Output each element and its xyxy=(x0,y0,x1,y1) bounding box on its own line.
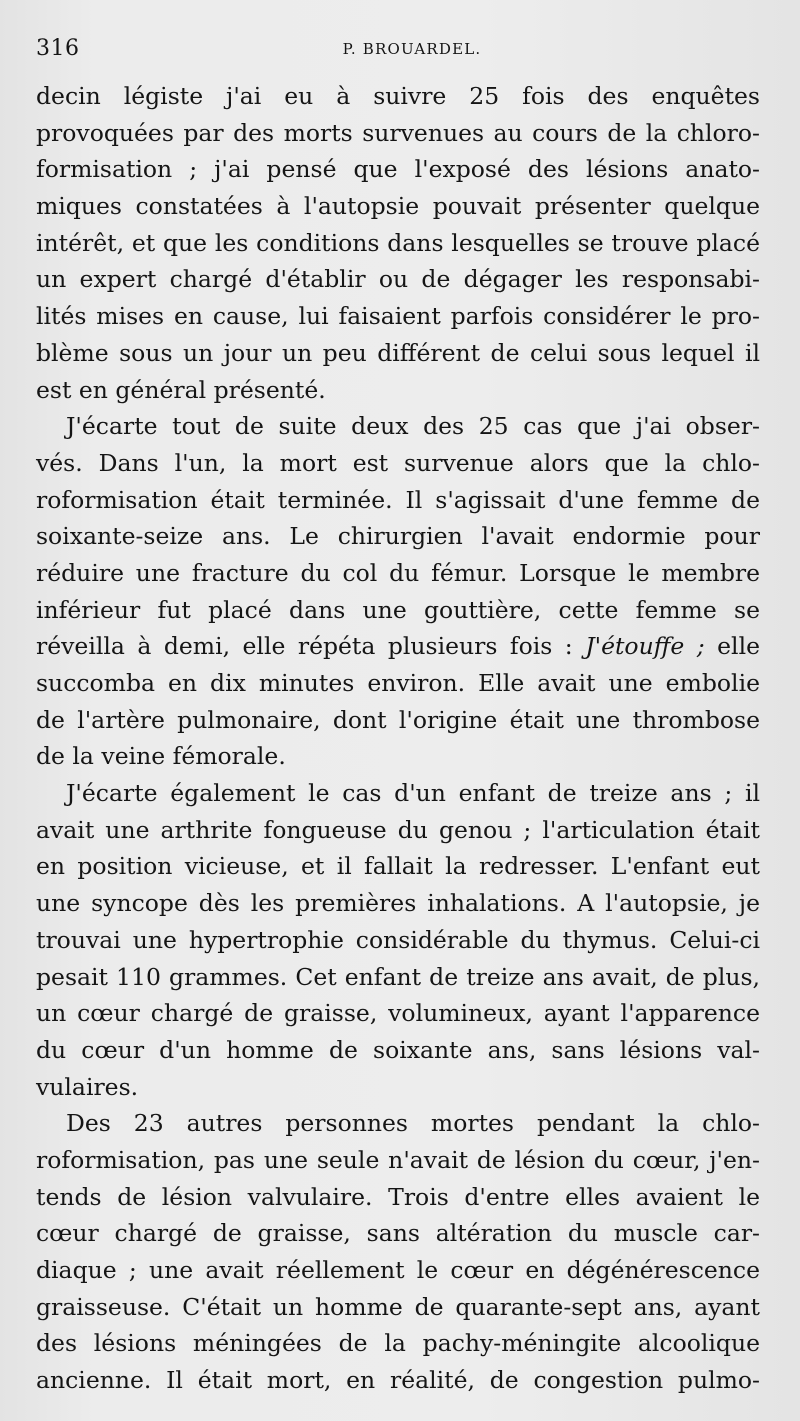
text-line: roformisation, pas une seule n'avait de lésion du cœur, j'en- xyxy=(36,1145,760,1174)
text-line xyxy=(36,628,760,665)
text-line: provoquées par des morts survenues au cours de la chloro- xyxy=(36,118,760,147)
italic-quote: J'étouffe ; xyxy=(585,632,705,661)
text-line: intérêt, et que les conditions dans lesquelles se trouve placé xyxy=(36,228,760,257)
body-text xyxy=(36,78,760,1399)
text-line: roformisation était terminée. Il s'agissait d'une femme de xyxy=(36,485,760,514)
text-line: cœur chargé de graisse, sans altération du muscle car- xyxy=(36,1219,760,1248)
text-line: réduire une fracture du col du fémur. Lorsque le membre xyxy=(36,558,760,587)
text-line: inférieur fut placé dans une gouttière, cette femme se xyxy=(36,595,760,624)
text-line: pesait 110 grammes. Cet enfant de treize ans avait, de plus, xyxy=(36,962,760,991)
paragraph xyxy=(36,408,760,775)
line-start: réveilla à demi, elle répéta plusieurs fois : xyxy=(36,632,586,661)
paragraph xyxy=(36,775,760,1105)
text-line: Des 23 autres personnes mortes pendant la chlo- xyxy=(66,1109,760,1138)
text-line: un expert chargé d'établir ou de dégager les responsabi- xyxy=(36,265,760,294)
page-header xyxy=(36,36,758,66)
text-line: de la veine fémorale. xyxy=(36,742,286,771)
paragraph xyxy=(36,1105,760,1399)
text-line: graisseuse. C'était un homme de quarante-sept ans, ayant xyxy=(36,1292,760,1321)
text-line: un cœur chargé de graisse, volumineux, ayant l'apparence xyxy=(36,999,760,1028)
text-line: avait une arthrite fongueuse du genou ; l'articulation était xyxy=(36,815,760,844)
line-end: elle xyxy=(704,632,760,661)
text-line: du cœur d'un homme de soixante ans, sans lésions val- xyxy=(36,1035,760,1064)
text-line: blème sous un jour un peu différent de celui sous lequel il xyxy=(36,338,760,367)
text-line: est en général présenté. xyxy=(36,375,326,404)
text-line: ancienne. Il était mort, en réalité, de congestion pulmo- xyxy=(36,1366,760,1395)
text-line: vulaires. xyxy=(36,1072,139,1101)
text-line: des lésions méningées de la pachy-méningite alcoolique xyxy=(36,1329,760,1358)
text-line: de l'artère pulmonaire, dont l'origine était une thrombose xyxy=(36,705,760,734)
text-line: soixante-seize ans. Le chirurgien l'avait endormie pour xyxy=(36,522,760,551)
running-head: P. BROUARDEL. xyxy=(342,40,482,58)
text-line: J'écarte également le cas d'un enfant de treize ans ; il xyxy=(66,779,760,808)
text-line: diaque ; une avait réellement le cœur en dégénérescence xyxy=(36,1256,760,1284)
text-line: trouvai une hypertrophie considérable du thymus. Celui-ci xyxy=(36,925,760,954)
text-line: miques constatées à l'autopsie pouvait présenter quelque xyxy=(36,192,760,221)
text-line: lités mises en cause, lui faisaient parfois considérer le pro- xyxy=(36,302,760,331)
text-line: tends de lésion valvulaire. Trois d'entre elles avaient le xyxy=(36,1182,760,1211)
text-line: decin légiste j'ai eu à suivre 25 fois des enquêtes xyxy=(36,82,760,110)
text-line: J'écarte tout de suite deux des 25 cas que j'ai obser- xyxy=(66,412,760,441)
text-line: vés. Dans l'un, la mort est survenue alors que la chlo- xyxy=(36,448,760,477)
paragraph xyxy=(36,78,760,408)
text-line: une syncope dès les premières inhalations. A l'autopsie, je xyxy=(36,889,760,918)
text-line: succomba en dix minutes environ. Elle avait une embolie xyxy=(36,669,760,697)
page-number: 316 xyxy=(36,36,80,61)
text-line: en position vicieuse, et il fallait la redresser. L'enfant eut xyxy=(36,852,760,881)
text-line: formisation ; j'ai pensé que l'exposé des lésions anato- xyxy=(36,155,760,184)
